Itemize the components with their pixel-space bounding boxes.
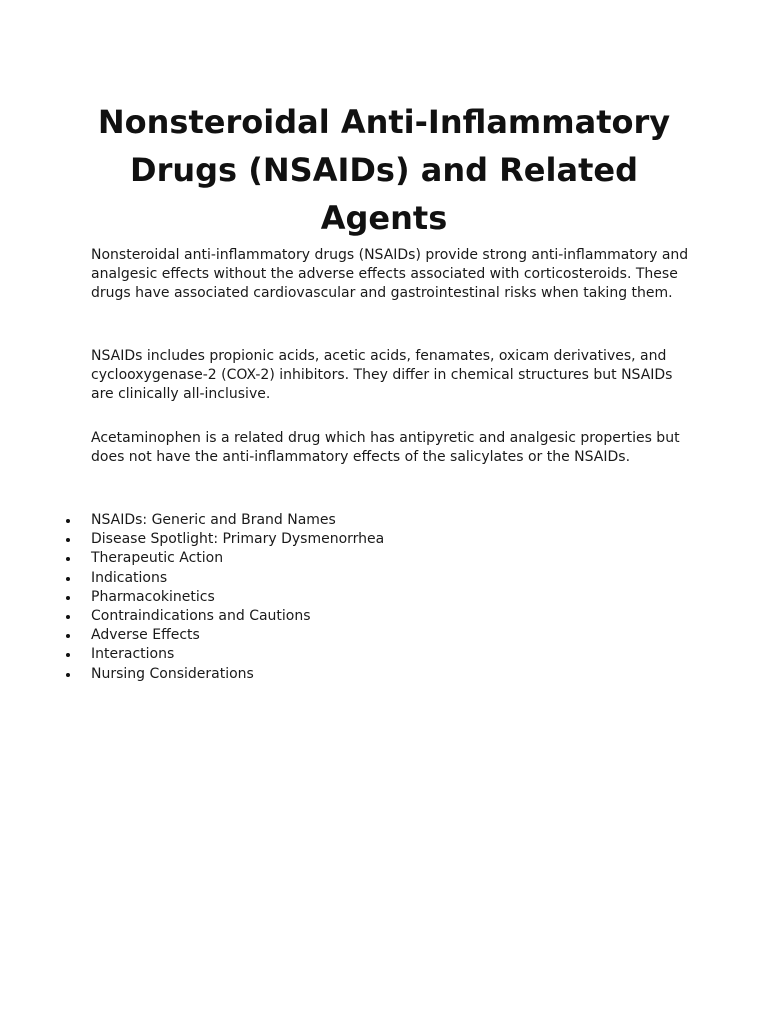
topic-label: Nursing Considerations: [91, 665, 254, 682]
bullet-icon: [66, 577, 70, 581]
topic-item-disease-spotlight: [66, 530, 384, 549]
bullet-icon: [66, 519, 70, 523]
bullet-icon: [66, 653, 70, 657]
bullet-icon: [66, 634, 70, 638]
bullet-icon: [66, 557, 70, 561]
acetaminophen-paragraph: Acetaminophen is a related drug which has antipyretic and analgesic properties but does not have the anti-inflammatory effects of the salicylates or the NSAIDs.: [91, 430, 680, 465]
intro-paragraph: Nonsteroidal anti-inflammatory drugs (NSAIDs) provide strong anti-inflammatory and analgesic effects without the adverse effects associated with corticosteroids. These drugs have associated cardiovascular and gastrointestinal risks when taking them.: [91, 247, 689, 301]
topic-label: Pharmacokinetics: [91, 588, 215, 605]
topic-item-interactions: [66, 645, 384, 664]
bullet-icon: [66, 673, 70, 677]
topic-label: Therapeutic Action: [91, 550, 224, 567]
topic-item-nursing-considerations: [66, 665, 384, 684]
nsaid-classes-paragraph: NSAIDs includes propionic acids, acetic acids, fenamates, oxicam derivatives, and cyclooxygenase-2 (COX-2) inhibitors. They differ in chemical structures but NSAIDs are clinically all-inclusive.: [91, 348, 673, 402]
topic-item-pharmacokinetics: [66, 588, 384, 607]
bullet-icon: [66, 615, 70, 619]
topic-label: Adverse Effects: [91, 627, 200, 644]
topic-label: NSAIDs: Generic and Brand Names: [91, 512, 336, 528]
topic-label: Disease Spotlight: Primary Dysmenorrhea: [91, 531, 385, 548]
document-title: Nonsteroidal Anti-Inflammatory Drugs (NSAIDs) and Related Agents: [97, 103, 671, 237]
topic-item-therapeutic-action: [66, 549, 384, 568]
topic-label: Contraindications and Cautions: [91, 608, 311, 625]
bullet-icon: [66, 538, 70, 542]
topic-item-adverse-effects: [66, 626, 384, 645]
topic-list: [66, 511, 384, 684]
topic-label: Interactions: [91, 646, 175, 663]
topic-item-contraindications: [66, 607, 384, 626]
topic-item-generic-brand-names: [66, 511, 384, 530]
topic-item-indications: [66, 569, 384, 588]
topic-label: Indications: [91, 569, 168, 586]
bullet-icon: [66, 596, 70, 600]
